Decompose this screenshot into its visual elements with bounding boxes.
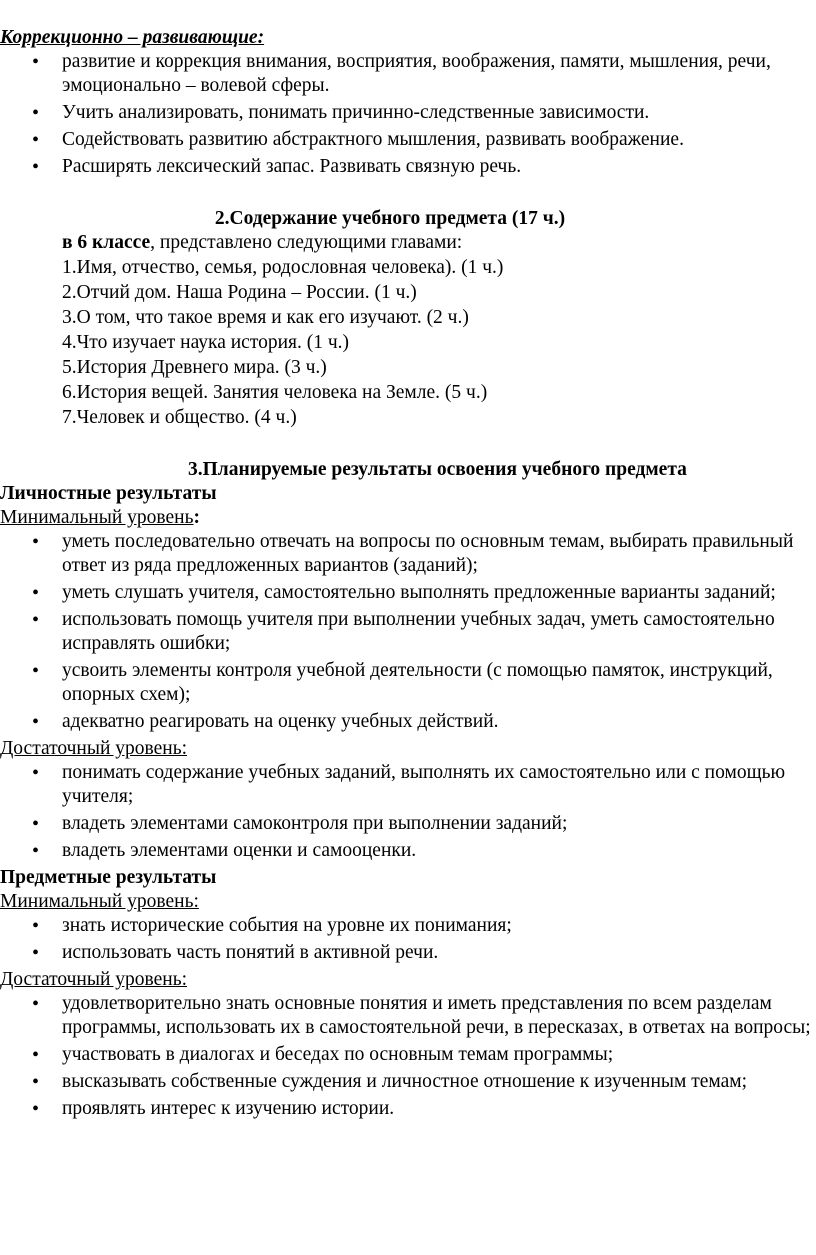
subject-minimal-level: Минимальный уровень: bbox=[0, 891, 199, 912]
chapter-item: 1.Имя, отчество, семья, родословная человека). (1 ч.) bbox=[62, 257, 504, 278]
subject-minimal-list bbox=[0, 914, 812, 965]
chapter-item: 7.Человек и общество. (4 ч.) bbox=[62, 407, 297, 428]
list-item: • участвовать в диалогах и беседах по основным темам программы; bbox=[62, 1043, 812, 1067]
personal-minimal-level bbox=[0, 506, 812, 530]
list-item: • усвоить элементы контроля учебной деятельности (с помощью памяток, инструкций, опорных схем); bbox=[62, 659, 812, 707]
personal-sufficient-list bbox=[0, 761, 812, 863]
list-item: • адекватно реагировать на оценку учебных действий. bbox=[62, 710, 812, 734]
list-item: • владеть элементами оценки и самооценки. bbox=[62, 839, 812, 863]
level-colon: : bbox=[193, 507, 200, 528]
personal-results-heading: Личностные результаты bbox=[0, 483, 217, 504]
subject-sufficient-level: Достаточный уровень: bbox=[0, 969, 188, 990]
list-item: • развитие и коррекция внимания, восприятия, воображения, памяти, мышления, речи, эмоционально – волевой сферы. bbox=[62, 50, 812, 98]
list-item: • использовать помощь учителя при выполнении учебных задач, уметь самостоятельно исправлять ошибки; bbox=[62, 608, 812, 656]
list-item: • знать исторические события на уровне их понимания; bbox=[62, 914, 812, 938]
chapter-item: 3.О том, что такое время и как его изучают. (2 ч.) bbox=[62, 307, 469, 328]
list-item: • владеть элементами самоконтроля при выполнении заданий; bbox=[62, 812, 812, 836]
content-intro bbox=[62, 231, 812, 255]
subject-results-heading: Предметные результаты bbox=[0, 867, 217, 888]
chapter-item: 6.История вещей. Занятия человека на Земле. (5 ч.) bbox=[62, 382, 488, 403]
correction-list bbox=[0, 50, 812, 179]
class-label: в 6 классе bbox=[62, 232, 151, 253]
document-page bbox=[0, 26, 812, 1124]
chapters-list bbox=[62, 231, 812, 430]
list-item: • Расширять лексический запас. Развивать связную речь. bbox=[62, 155, 812, 179]
spacer bbox=[0, 182, 812, 207]
list-item: • проявлять интерес к изучению истории. bbox=[62, 1097, 812, 1121]
personal-sufficient-level: Достаточный уровень: bbox=[0, 738, 188, 759]
correction-heading: Коррекционно – развивающие: bbox=[0, 27, 265, 48]
chapter-item: 2.Отчий дом. Наша Родина – России. (1 ч.) bbox=[62, 282, 417, 303]
list-item: • Учить анализировать, понимать причинно-следственные зависимости. bbox=[62, 101, 812, 125]
list-item: • уметь последовательно отвечать на вопросы по основным темам, выбирать правильный ответ из ряда предложенных вариантов (заданий); bbox=[62, 530, 812, 578]
intro-text: , представлено следующими главами: bbox=[150, 232, 463, 253]
subject-sufficient-list bbox=[0, 992, 812, 1121]
list-item: • высказывать собственные суждения и личностное отношение к изученным темам; bbox=[62, 1070, 812, 1094]
spacer bbox=[0, 431, 812, 458]
personal-minimal-list bbox=[0, 530, 812, 734]
list-item: • уметь слушать учителя, самостоятельно выполнять предложенные варианты заданий; bbox=[62, 581, 812, 605]
list-item: • использовать часть понятий в активной речи. bbox=[62, 941, 812, 965]
chapter-item: 4.Что изучает наука история. (1 ч.) bbox=[62, 332, 350, 353]
level-label: Минимальный уровень bbox=[0, 507, 194, 528]
results-title: 3.Планируемые результаты освоения учебного предмета bbox=[188, 459, 687, 480]
content-title: 2.Содержание учебного предмета (17 ч.) bbox=[214, 208, 566, 229]
list-item: • понимать содержание учебных заданий, выполнять их самостоятельно или с помощью учителя; bbox=[62, 761, 812, 809]
list-item: • удовлетворительно знать основные понятия и иметь представления по всем разделам программы, использовать их в самостоятельной речи, в пересказах, в ответах на вопросы; bbox=[62, 992, 812, 1040]
chapter-item: 5.История Древнего мира. (3 ч.) bbox=[62, 357, 327, 378]
list-item: • Содействовать развитию абстрактного мышления, развивать воображение. bbox=[62, 128, 812, 152]
